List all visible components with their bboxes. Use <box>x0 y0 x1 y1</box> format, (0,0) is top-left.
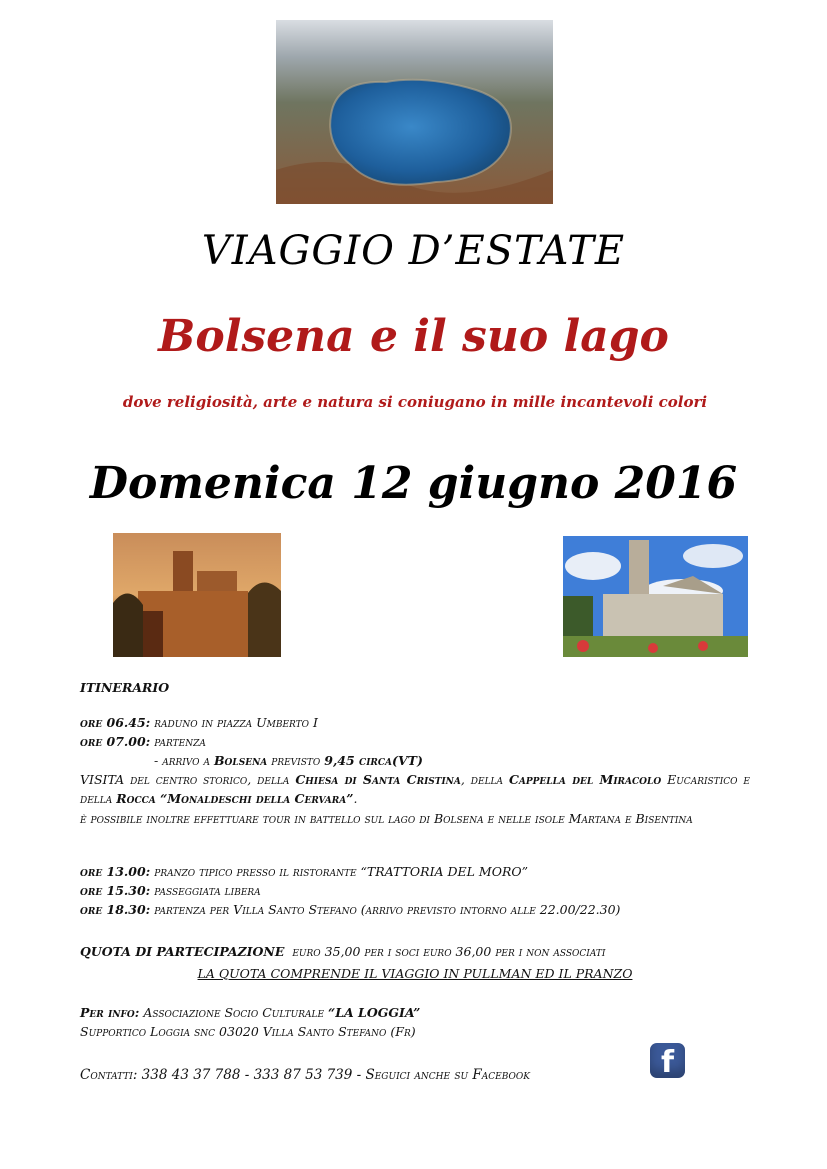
schedule-text: pranzo tipico presso il ristorante <box>154 864 361 879</box>
visit-text: , della <box>460 772 509 787</box>
schedule-row <box>80 713 750 732</box>
arrival-time: 9,45 circa <box>324 753 393 768</box>
schedule-time: ore 06.45: <box>80 715 151 730</box>
fee-row <box>80 942 750 961</box>
schedule-text: raduno in piazza Umberto I <box>154 715 318 730</box>
arrival-row <box>154 751 824 770</box>
info-row <box>80 1003 750 1022</box>
lake-aerial-photo <box>276 20 553 204</box>
fee-members: 35,00 <box>324 944 361 959</box>
fee-text: per i soci euro <box>360 944 456 959</box>
schedule-text: partenza per Villa Santo Stefano (arrivo previsto intorno alle 22.00/22.30) <box>154 902 621 917</box>
association-text: Associazione Socio Culturale <box>143 1005 328 1020</box>
visit-intro: VISITA <box>80 772 125 787</box>
schedule-time: ore 07.00: <box>80 734 151 749</box>
schedule-text: passeggiata libera <box>154 883 261 898</box>
event-subtitle: Bolsena e il suo lago <box>158 311 669 362</box>
arrival-post: previsto <box>267 753 325 768</box>
association-name: “LA LOGGIA” <box>328 1005 421 1020</box>
schedule-time: ore 18.30: <box>80 902 151 917</box>
boat-tour-note: è possibile inoltre effettuare tour in battello sul lago di Bolsena e nelle isole Martana e Bisentina <box>80 811 693 826</box>
itinerary-heading: ITINERARIO <box>80 680 170 695</box>
schedule-row <box>80 732 750 751</box>
rocca-castle-photo <box>113 533 281 657</box>
fee-includes: LA QUOTA COMPRENDE IL VIAGGIO IN PULLMAN ED IL PRANZO <box>197 966 633 981</box>
contacts-line: Contatti: 338 43 37 788 - 333 87 53 739 - Seguici anche su Facebook <box>80 1067 530 1083</box>
event-tagline: dove religiosità, arte e natura si coniugano in mille incantevoli colori <box>122 393 708 411</box>
visit-end: . <box>353 791 358 806</box>
visit-chapel: Cappella del Miracolo <box>508 772 662 787</box>
visit-text: del centro storico, della <box>124 772 296 787</box>
arrival-note: (VT) <box>392 753 423 768</box>
schedule-row <box>80 900 750 919</box>
visit-text: e della <box>80 772 750 806</box>
info-label: Per info: <box>80 1005 140 1020</box>
restaurant-name: “TRATTORIA DEL MORO” <box>360 864 529 879</box>
facebook-icon[interactable]: f <box>650 1043 685 1078</box>
visit-chapel-2: Eucaristico <box>667 772 738 787</box>
visit-paragraph <box>80 770 750 808</box>
schedule-row <box>80 881 750 900</box>
visit-church: Chiesa di Santa Cristina <box>295 772 461 787</box>
event-date: Domenica 12 giugno 2016 <box>89 458 738 509</box>
fee-others: 36,00 <box>455 944 492 959</box>
schedule-text: partenza <box>154 734 206 749</box>
event-title: VIAGGIO D’ESTATE <box>201 228 626 274</box>
association-address: Supportico Loggia snc 03020 Villa Santo Stefano (Fr) <box>80 1024 416 1039</box>
fee-text: per i non associati <box>491 944 606 959</box>
schedule-time: ore 15.30: <box>80 883 151 898</box>
church-santa-cristina-photo <box>563 536 748 657</box>
visit-rocca: Rocca “Monaldeschi della Cervara” <box>116 791 354 806</box>
arrival-place: Bolsena <box>213 753 268 768</box>
fee-text: euro <box>292 944 325 959</box>
fee-label: QUOTA DI PARTECIPAZIONE <box>80 944 285 959</box>
schedule-time: ore 13.00: <box>80 864 151 879</box>
arrival-pre: - arrivo a <box>154 753 214 768</box>
schedule-row <box>80 862 750 881</box>
